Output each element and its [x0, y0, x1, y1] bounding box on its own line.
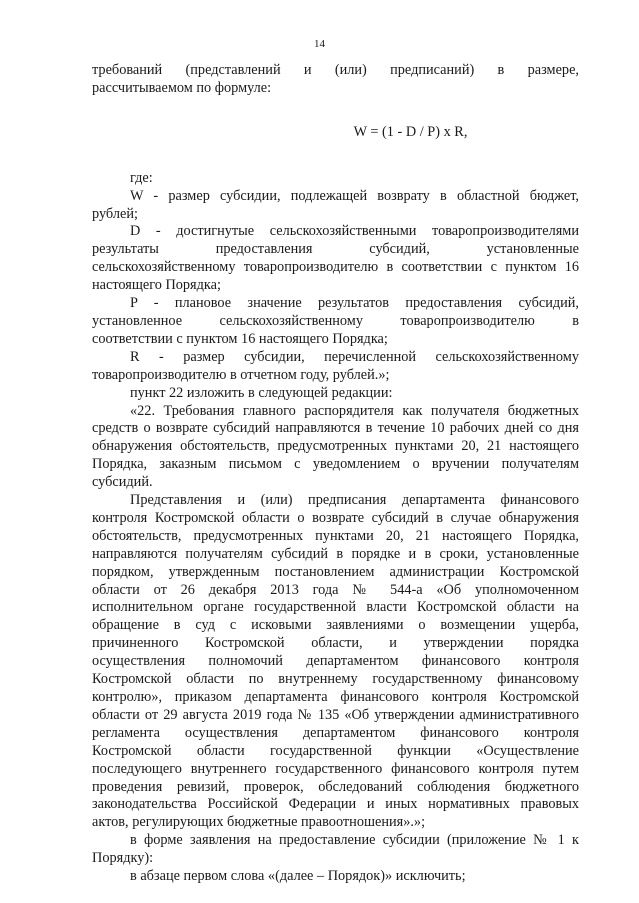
text-line: области от 29 августа 2019 года № 135 «Об утверждении административного	[92, 706, 579, 723]
text-line: контроля Костромской области о возврате субсидий в случае обнаружения	[92, 509, 579, 526]
text-line: причиненного Костромской области, и утверждении порядка	[92, 635, 579, 652]
text-line: W - размер субсидии, подлежащей возврату в областной бюджет,	[130, 187, 579, 204]
text-line: пункт 22 изложить в следующей редакции:	[130, 384, 393, 401]
text-line: настоящего Порядка;	[92, 277, 221, 294]
text-line: осуществления полномочий департаментом финансового контроля	[92, 653, 579, 670]
text-line: обстоятельств, предусмотренных пунктами 20, 21 настоящего Порядка,	[92, 527, 579, 544]
text-line: R - размер субсидии, перечисленной сельскохозяйственному	[130, 348, 579, 365]
text-line: требований (представлений и (или) предписаний) в размере,	[92, 62, 579, 78]
text-line: порядком, утвержденным постановлением администрации Костромской	[92, 563, 579, 580]
text-line: обнаружения обстоятельств, предусмотренных пунктами 20, 21 настоящего	[92, 438, 579, 455]
text-line: обращение в суд с исковыми заявлениями о возмещении ущерба,	[92, 617, 579, 634]
text-line: направляются получателям субсидий в порядке и в сроки, установленные	[92, 545, 579, 562]
text-line: проведения ревизий, проверок, обследований соблюдения бюджетного	[92, 778, 579, 795]
document-body	[92, 62, 579, 886]
text-line: актов, регулирующих бюджетные правоотношения».»;	[92, 814, 426, 831]
text-line: контролю», приказом департамента финансового контроля Костромской	[92, 689, 579, 705]
text-line: регламента осуществления департаментом финансового контроля	[92, 724, 579, 741]
text-line: товаропроизводителю в отчетном году, рублей.»;	[92, 366, 390, 383]
text-line: Порядку):	[92, 850, 154, 867]
text-line: Порядка, заказным письмом с уведомлением о вручении получателям	[92, 456, 579, 473]
text-line: области от 26 декабря 2013 года № 544-а «Об уполномоченном	[92, 581, 579, 598]
where-label: где:	[130, 169, 153, 186]
text-line: Представления и (или) предписания департамента финансового	[130, 492, 579, 509]
text-line: установленное сельскохозяйственному товаропроизводителю в	[92, 312, 579, 329]
text-line: рублей;	[92, 205, 138, 222]
text-line: в форме заявления на предоставление субсидии (приложение № 1 к	[130, 832, 579, 849]
text-line: «22. Требования главного распорядителя как получателя бюджетных	[130, 402, 579, 419]
text-line: исполнительном органе государственной власти Костромской области на	[92, 599, 579, 616]
text-line: результаты предоставления субсидий, установленные	[92, 241, 579, 258]
text-line: Костромской области по внутреннему государственному финансовому	[92, 671, 579, 688]
text-line: D - достигнутые сельскохозяйственными товаропроизводителями	[130, 223, 579, 240]
text-line: P - плановое значение результатов предоставления субсидий,	[130, 295, 579, 312]
text-line: последующего внутреннего государственного финансового контроля путем	[92, 760, 579, 777]
text-line: законодательства Российской Федерации и иных нормативных правовых	[92, 796, 579, 813]
text-line: сельскохозяйственному товаропроизводителю в соответствии с пунктом 16	[92, 259, 579, 276]
text-line: в абзаце первом слова «(далее – Порядок)» исключить;	[130, 868, 466, 885]
text-line: субсидий.	[92, 474, 153, 491]
text-line: средств о возврате субсидий направляются в течение 10 рабочих дней со дня	[92, 420, 579, 437]
text-line: рассчитываемом по формуле:	[92, 79, 272, 96]
text-line: Костромской области государственной функции «Осуществление	[92, 742, 579, 759]
formula: W = (1 - D / P) x R,	[353, 123, 468, 140]
text-line: соответствии с пунктом 16 настоящего Порядка;	[92, 330, 388, 347]
page-number: 14	[314, 38, 325, 50]
